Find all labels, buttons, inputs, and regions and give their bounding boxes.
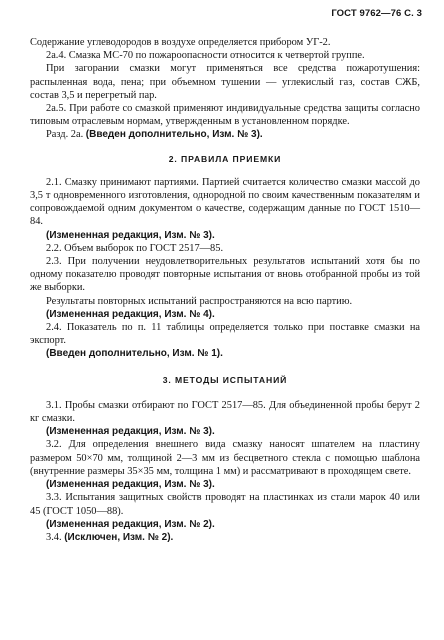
paragraph (30, 176, 420, 229)
paragraph-text: Разд. 2а. (46, 129, 86, 141)
amendment-note (30, 478, 420, 491)
paragraph (30, 491, 420, 517)
paragraph-text: (Измененная редакция, Изм. № 3). (46, 479, 215, 491)
paragraph-text: 2.2. Объем выборок по ГОСТ 2517—85. (46, 242, 224, 254)
paragraph (30, 255, 420, 295)
amendment-note (30, 229, 420, 242)
paragraph (30, 295, 420, 308)
amendment-note (30, 308, 420, 321)
paragraph (30, 49, 420, 62)
paragraph-text: Результаты повторных испытаний распространяются на всю партию. (46, 295, 353, 307)
paragraph (30, 242, 420, 255)
amendment-note: (Исключен, Изм. № 2). (64, 531, 174, 543)
paragraph (30, 128, 420, 141)
paragraph-text: (Измененная редакция, Изм. № 3). (46, 426, 215, 438)
paragraph-text: (Введен дополнительно, Изм. № 1). (46, 348, 223, 360)
paragraph (30, 102, 420, 128)
amendment-note (30, 347, 420, 360)
paragraph-text: 2а.5. При работе со смазкой применяют индивидуальные средства защиты согласно типовым отраслевым нормам, утвержденным в установленном порядке. (30, 103, 420, 128)
section-heading: 3. МЕТОДЫ ИСПЫТАНИЙ (162, 374, 288, 385)
paragraph (30, 321, 420, 347)
paragraph-text: (Измененная редакция, Изм. № 4). (46, 308, 215, 320)
paragraph-text: 2а.4. Смазка МС-70 по пожароопасности относится к четвертой группе. (46, 50, 365, 62)
amendment-note: (Введен дополнительно, Изм. № 3). (85, 129, 263, 141)
paragraph-text: 2.4. Показатель по п. 11 таблицы определяется только при поставке смазки на экспорт. (30, 322, 420, 347)
paragraph-text: 2.3. При получении неудовлетворительных результатов испытаний хотя бы по одному показателю проводят повторные испытания от вновь отобранной пробы из той же выборки. (30, 256, 420, 294)
paragraph (30, 62, 420, 102)
paragraph-text: (Измененная редакция, Изм. № 3). (46, 229, 215, 241)
amendment-note (30, 425, 420, 438)
paragraph-text: 3.1. Пробы смазки отбирают по ГОСТ 2517—85. Для объединенной пробы берут 2 кг смазки. (30, 399, 420, 425)
paragraph-text: (Измененная редакция, Изм. № 2). (46, 518, 215, 530)
section-heading: 2. ПРАВИЛА ПРИЕМКИ (168, 153, 282, 164)
paragraph (30, 531, 420, 544)
paragraph-text: Содержание углеводородов в воздухе определяется прибором УГ-2. (30, 37, 331, 48)
paragraph (30, 399, 420, 425)
document-body (30, 36, 420, 544)
paragraph-text: 3.3. Испытания защитных свойств проводят на пластинках из стали марок 40 или 45 (ГОСТ 1050—88). (30, 492, 420, 517)
paragraph-text: 2.1. Смазку принимают партиями. Партией считается количество смазки массой до 3,5 т одновременного изготовления, однородной по своим качественным показателям и сопровождаемой одним документом о качестве, содержащим данные по ГОСТ 1510—84. (30, 176, 420, 228)
amendment-note (30, 518, 420, 531)
paragraph (30, 36, 420, 49)
paragraph-text: 3.4. (46, 531, 65, 543)
paragraph-text: 3.2. Для определения внешнего вида смазку наносят шпателем на пластину размером 50×70 мм, толщиной 2—3 мм из бесцветного стекла с помощью шаблона (внутренние размеры 35×35 мм, толщина 1 мм) и рассматривают в проходящем свете. (30, 439, 420, 477)
running-head: ГОСТ 9762—76 С. 3 (331, 8, 422, 19)
paragraph-text: При загорании смазки могут применяться все средства пожаротушения: распыленная вода, пена; при объемном тушении — углекислый газ, состав СЖБ, состав 3,5 и перегретый пар. (30, 63, 420, 101)
paragraph (30, 438, 420, 478)
